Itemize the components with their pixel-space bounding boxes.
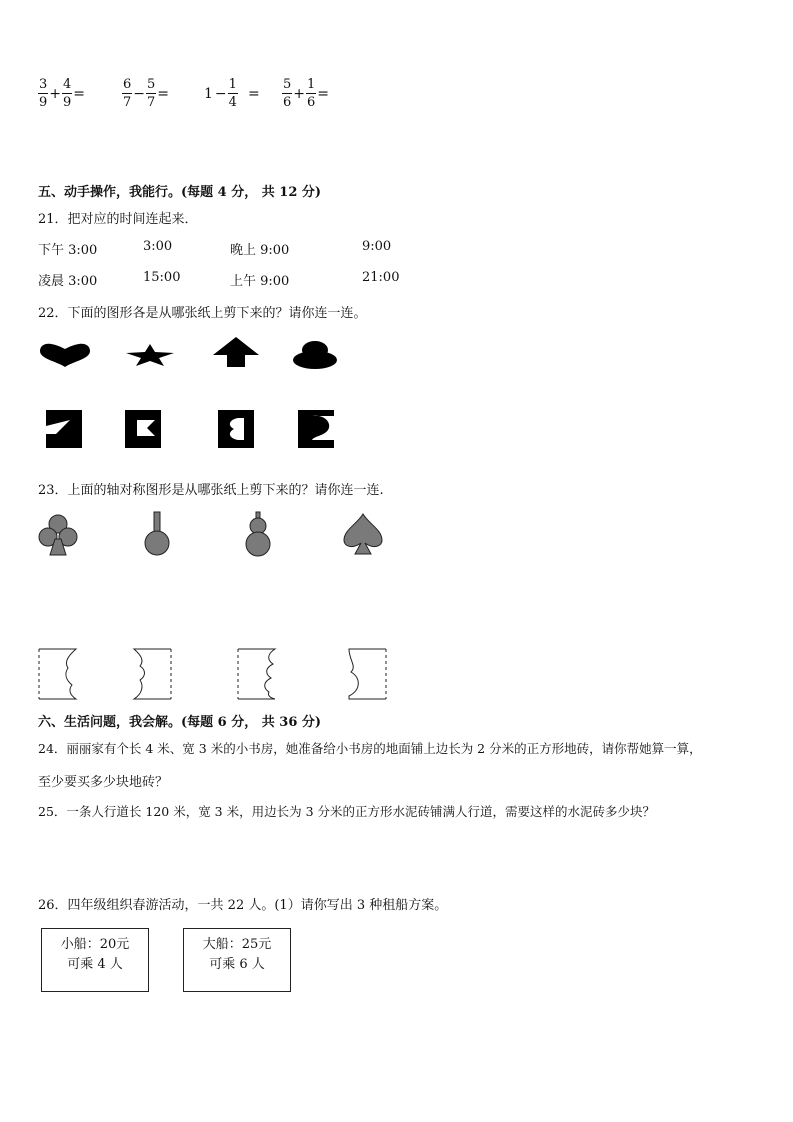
question-22: 22．下面的图形各是从哪张纸上剪下来的？请你连一连。 [38, 306, 367, 321]
time-label: 15:00 [143, 270, 181, 285]
cut-paper-1 [46, 410, 82, 448]
fraction: $\frac{5}{7}$ [147, 77, 156, 110]
folded-paper-3 [237, 648, 277, 700]
folded-paper-4 [347, 648, 387, 700]
time-label: 21:00 [362, 270, 400, 285]
question-26: 26．四年级组织春游活动，一共 22 人。(1）请你写出 3 种租船方案。 [38, 898, 448, 913]
fraction-expression-3: 1 − $\frac{1}{4}$ = [204, 77, 260, 110]
cut-paper-4 [298, 410, 334, 448]
time-label: 9:00 [362, 239, 392, 254]
cut-paper-3 [218, 410, 254, 448]
fraction: $\frac{1}{6}$ [307, 77, 316, 110]
heart-shape [38, 342, 92, 368]
small-boat-price: 小船：20元 [60, 937, 130, 952]
fraction-expression-2: $\frac{6}{7}$ − $\frac{5}{7}$ = [123, 77, 170, 110]
time-label: 上午 9:00 [230, 274, 290, 289]
small-boat-capacity: 可乘 4 人 [67, 957, 123, 972]
fraction: $\frac{1}{4}$ [228, 77, 237, 110]
big-boat-box [183, 928, 291, 992]
small-boat-box [41, 928, 149, 992]
big-boat-price: 大船：25元 [202, 937, 272, 952]
cut-paper-2 [125, 410, 161, 448]
section-5-heading: 五、动手操作，我能行。(每题 4 分， 共 12 分) [38, 185, 322, 200]
time-label: 晚上 9:00 [230, 243, 290, 258]
question-24-line-2: 至少要买多少块地砖？ [38, 775, 169, 790]
question-21: 21．把对应的时间连起来． [38, 212, 198, 227]
folded-paper-1 [38, 648, 78, 700]
question-23: 23．上面的轴对称图形是从哪张纸上剪下来的？请你连一连. [38, 483, 384, 498]
spade-shape [341, 512, 385, 556]
section-6-heading: 六、生活问题，我会解。(每题 6 分， 共 36 分) [38, 715, 322, 730]
question-25: 25．一条人行道长 120 米，宽 3 米，用边长为 3 分米的正方形水泥砖铺满人行道，需要这样的水泥砖多少块？ [38, 804, 656, 819]
time-label: 凌晨 3:00 [38, 274, 98, 289]
fraction: $\frac{6}{7}$ [123, 77, 132, 110]
fraction-expression-1: $\frac{3}{9}$ + $\frac{4}{9}$ = [39, 77, 86, 110]
fraction-expression-4: $\frac{5}{6}$ + $\frac{1}{6}$ = [283, 77, 330, 110]
fraction: $\frac{5}{6}$ [283, 77, 292, 110]
big-boat-capacity: 可乘 6 人 [209, 957, 265, 972]
tree-shape [209, 336, 263, 368]
fraction: $\frac{4}{9}$ [63, 77, 72, 110]
time-label: 下午 3:00 [38, 243, 98, 258]
gourd-shape [243, 511, 273, 557]
folded-paper-2 [132, 648, 172, 700]
gourd-shape [292, 340, 338, 370]
star-shape [125, 343, 175, 367]
club-shape [38, 513, 78, 557]
question-24-line-1: 24．丽丽家有个长 4 米、宽 3 米的小书房，她准备给小书房的地面铺上边长为 2 分米的正方形地砖，请你帮她算一算， [38, 741, 702, 756]
time-label: 3:00 [143, 239, 173, 254]
bottle-shape [140, 510, 174, 556]
fraction: $\frac{3}{9}$ [39, 77, 48, 110]
